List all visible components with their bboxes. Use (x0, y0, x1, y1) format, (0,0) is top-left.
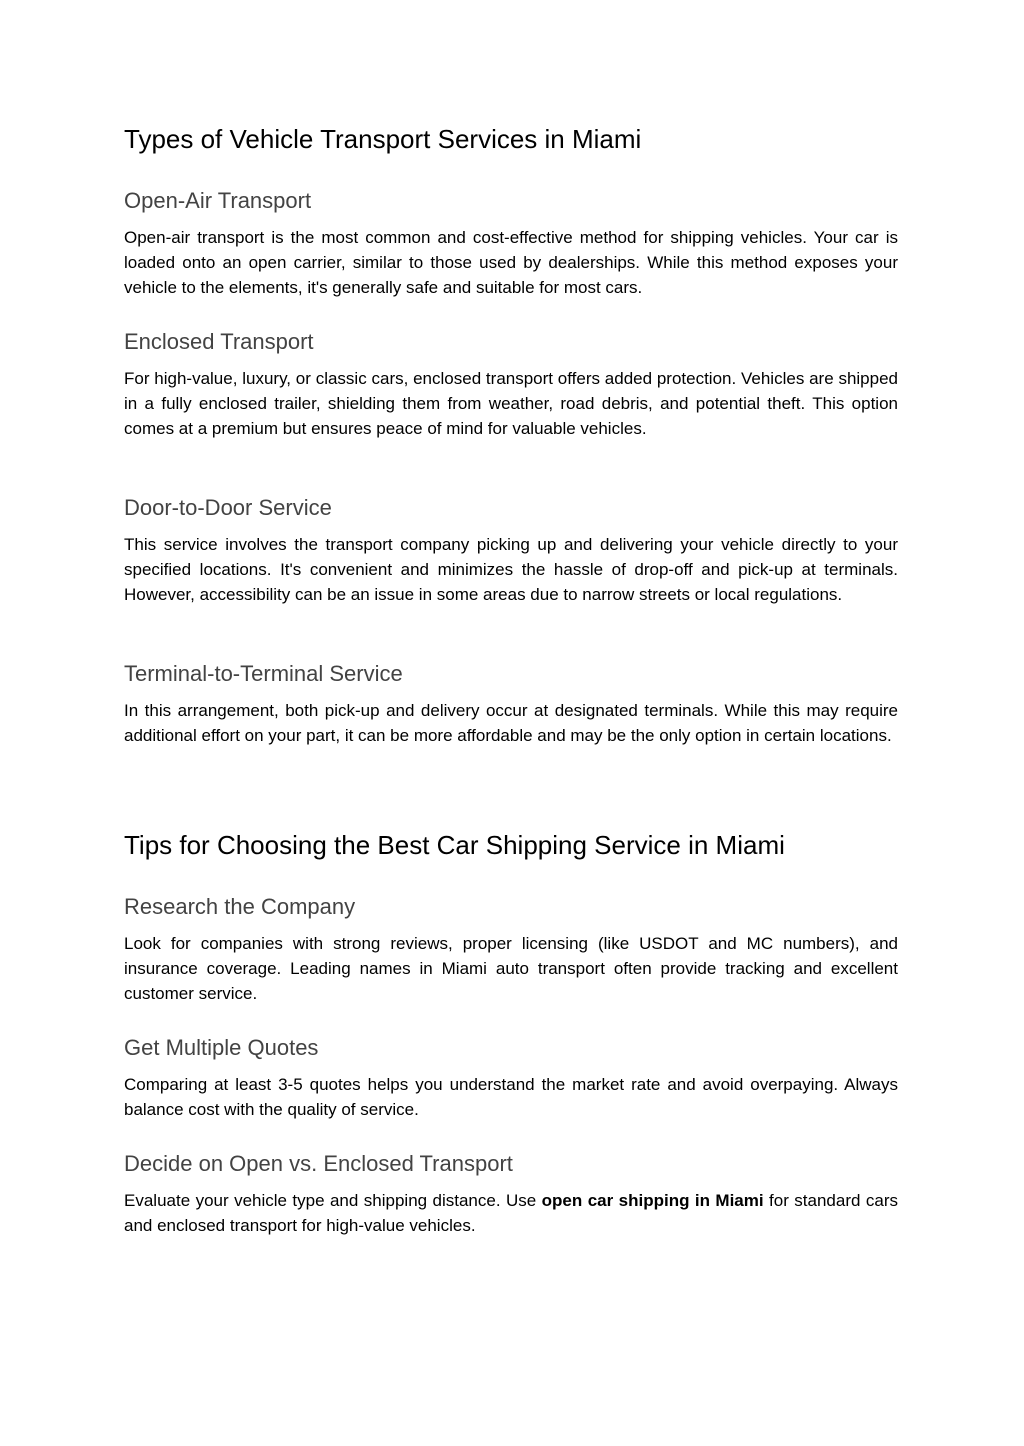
subsection-title-enclosed-transport: Enclosed Transport (124, 329, 314, 354)
section-title-vehicle-transport-types: Types of Vehicle Transport Services in Miami (124, 124, 642, 154)
body-text-before: Evaluate your vehicle type and shipping distance. Use (124, 1191, 542, 1210)
body-text-after: for standard cars and enclosed transport for high-value vehicles. (124, 1191, 898, 1235)
subsection-title-research-company: Research the Company (124, 894, 356, 919)
subsection-title-open-air-transport: Open-Air Transport (124, 188, 312, 213)
subsection-title-door-to-door: Door-to-Door Service (124, 495, 332, 520)
subsection-body-multiple-quotes: Comparing at least 3-5 quotes helps you understand the market rate and avoid overpaying. Always balance cost with the quality of service. (124, 1075, 898, 1119)
subsection-body-enclosed-transport: For high-value, luxury, or classic cars, enclosed transport offers added protection. Vehicles are shipped in a fully enclosed trailer, shielding them from weather, road debris, and potential theft. This option comes at a premium but ensures peace of mind for valuable vehicles. (124, 369, 898, 438)
subsection-body-terminal-to-terminal: In this arrangement, both pick-up and delivery occur at designated terminals. While this may require additional effort on your part, it can be more affordable and may be the only option in certain locations. (124, 701, 898, 745)
subsection-title-multiple-quotes: Get Multiple Quotes (124, 1035, 319, 1060)
subsection-title-open-vs-enclosed: Decide on Open vs. Enclosed Transport (124, 1151, 513, 1176)
subsection-title-terminal-to-terminal: Terminal-to-Terminal Service (124, 661, 403, 686)
subsection-body-door-to-door: This service involves the transport company picking up and delivering your vehicle directly to your specified locations. It's convenient and minimizes the hassle of drop-off and pick-up at terminals. However, accessibility can be an issue in some areas due to narrow streets or local regulations. (124, 535, 898, 604)
bold-keyword-open-car-shipping: open car shipping in Miami (541, 1191, 764, 1210)
subsection-body-open-vs-enclosed (124, 1188, 898, 1238)
subsection-body-open-air-transport: Open-air transport is the most common and cost-effective method for shipping vehicles. Your car is loaded onto an open carrier, similar to those used by dealerships. While this method exposes your vehicle to the elements, it's generally safe and suitable for most cars. (124, 228, 898, 297)
subsection-body-research-company: Look for companies with strong reviews, proper licensing (like USDOT and MC numbers), and insurance coverage. Leading names in Miami auto transport often provide tracking and excellent customer service. (124, 934, 898, 1003)
section-title-choosing-tips: Tips for Choosing the Best Car Shipping Service in Miami (124, 830, 785, 860)
